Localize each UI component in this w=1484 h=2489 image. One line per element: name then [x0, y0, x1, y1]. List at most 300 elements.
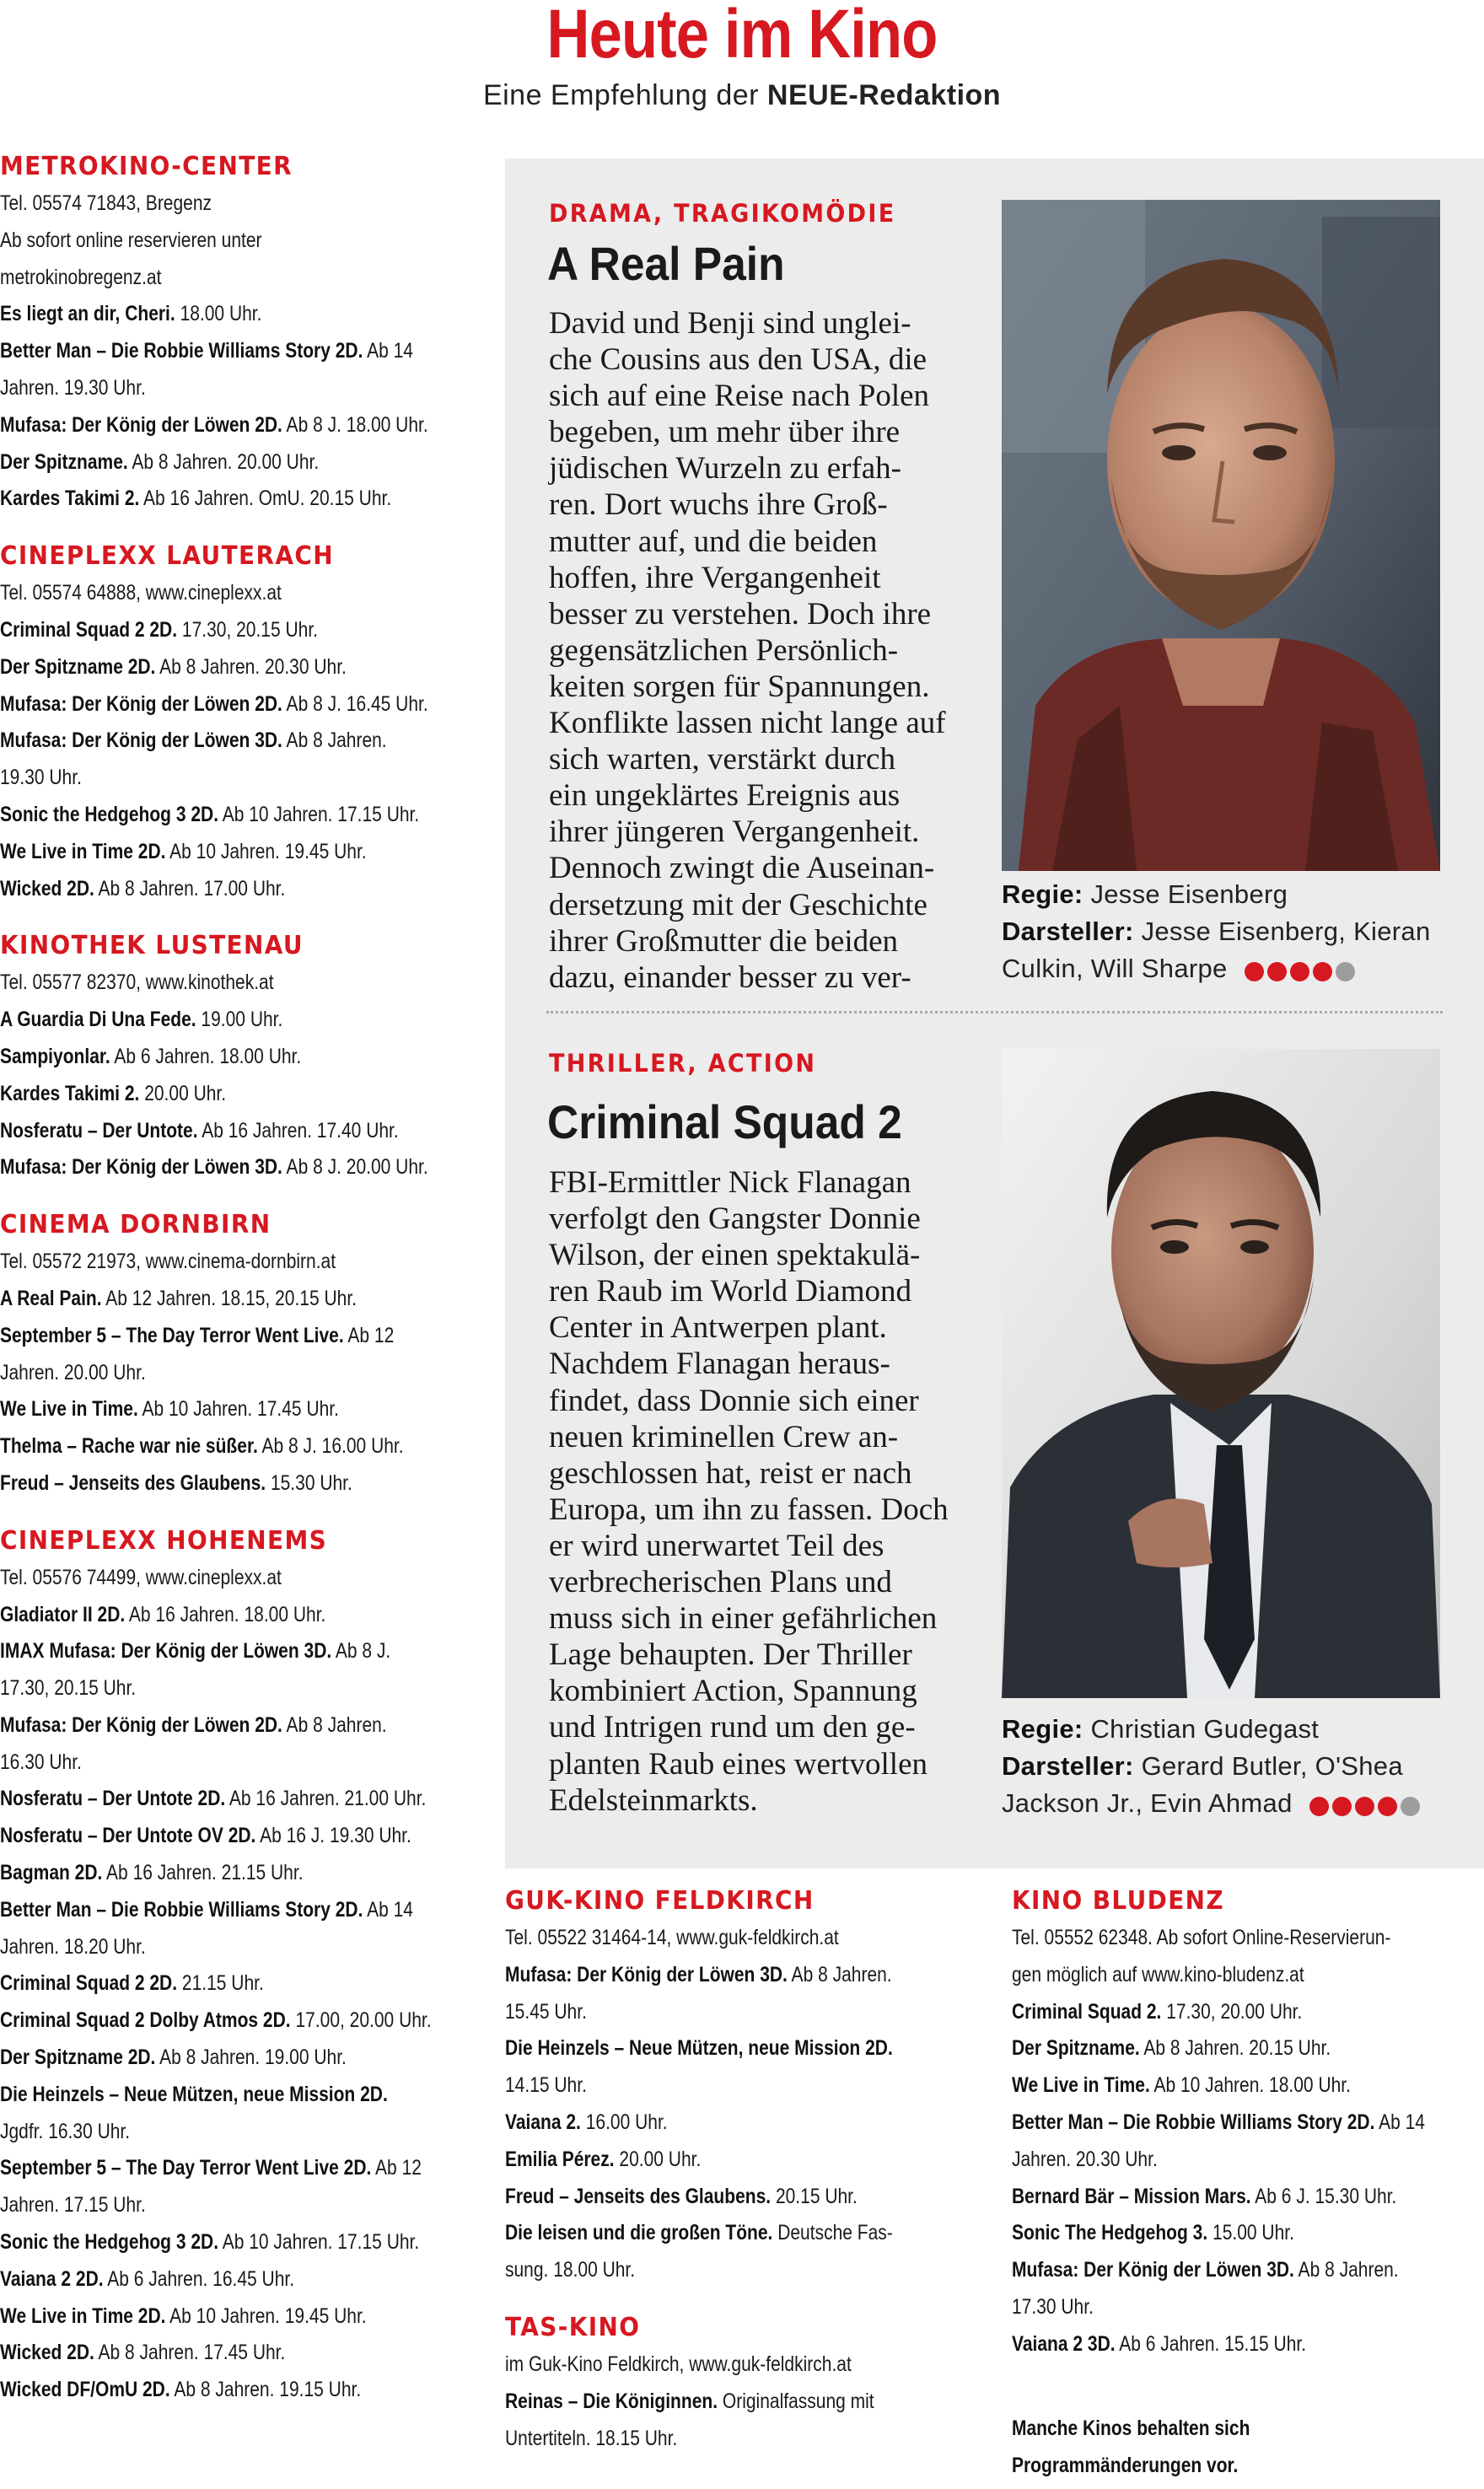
listing-line — [1012, 1920, 1484, 1957]
film-name: Sonic the Hedgehog 3 2D. — [0, 2230, 219, 2255]
showtime-info: Untertiteln. 18.15 Uhr. — [505, 2426, 678, 2450]
showtime-info: Ab 6 Jahren. 15.15 Uhr. — [1115, 2331, 1307, 2356]
showtime-info: 15.00 Uhr. — [1207, 2221, 1294, 2245]
rating-dots — [1245, 952, 1358, 989]
synopsis-line: Wilson, der einen spektakulä- — [549, 1238, 921, 1273]
showtime-info: Tel. 05522 31464-14, www.guk-feldkirch.at — [505, 1926, 839, 1949]
film-name: Wicked DF/OmU 2D. — [0, 2378, 170, 2402]
showtime-info: 18.00 Uhr. — [175, 302, 262, 326]
listing-line — [0, 797, 497, 834]
showtime-info: Ab 8 Jahren. — [282, 1712, 387, 1737]
credit-value: Culkin, Will Sharpe — [1002, 954, 1228, 983]
schedule-change-note — [1012, 2411, 1250, 2485]
showtime-info: Ab 8 Jahren. — [1293, 2258, 1399, 2282]
showtime-info: Ab 16 J. 19.30 Uhr. — [255, 1824, 411, 1848]
showtime-info: 15.30 Uhr. — [266, 1470, 352, 1495]
synopsis-line: che Cousins aus den USA, die — [549, 342, 928, 378]
credit-value: Gerard Butler, O'Shea — [1133, 1751, 1403, 1781]
showtime-info: 21.15 Uhr. — [177, 1971, 264, 1996]
showtime-info: Jahren. 19.30 Uhr. — [0, 375, 146, 400]
synopsis-line: Europa, um ihn zu fassen. Doch — [549, 1492, 949, 1527]
rating-dots — [1309, 1787, 1423, 1824]
cinema-name: TAS-KINO — [505, 2312, 641, 2342]
film-name: Bernard Bär – Mission Mars. — [1012, 2184, 1251, 2208]
listing-line — [0, 871, 497, 908]
cinema-block — [0, 1524, 497, 2409]
showtime-info: Tel. 05574 71843, Bregenz — [0, 191, 212, 215]
rating-dot-filled — [1245, 962, 1264, 981]
cinema-program — [0, 575, 497, 907]
film-name: A Real Pain. — [0, 1286, 102, 1310]
showtime-info: Jahren. 17.15 Uhr. — [0, 2193, 146, 2218]
listing-line — [0, 1633, 497, 1670]
note-line: Programmänderungen vor. — [1012, 2453, 1239, 2477]
showtime-info: Ab 10 Jahren. 19.45 Uhr. — [165, 2304, 367, 2328]
listing-line — [0, 1355, 497, 1392]
listing-line — [505, 1957, 1003, 1994]
showtime-info: Jahren. 20.30 Uhr. — [1012, 2147, 1158, 2171]
film-name: Wicked 2D. — [0, 2341, 94, 2365]
showtime-info: Ab 10 Jahren. 18.00 Uhr. — [1149, 2073, 1351, 2098]
credit-value: Jesse Eisenberg — [1083, 879, 1288, 909]
synopsis-line: planten Raub eines wertvollen — [549, 1746, 928, 1782]
film-name: Criminal Squad 2 2D. — [0, 617, 178, 642]
feature-divider — [546, 1011, 1443, 1013]
listing-line — [0, 1281, 497, 1318]
left-cinema-listings — [0, 150, 497, 2431]
film-name: Vaiana 2. — [505, 2110, 581, 2134]
synopsis-line: muss sich in einer gefährlichen — [549, 1601, 938, 1637]
synopsis-line: Edelsteinmarkts. — [549, 1782, 758, 1818]
synopsis-line: Nachdem Flanagan heraus- — [549, 1347, 890, 1382]
film-name: We Live in Time 2D. — [0, 2304, 166, 2328]
film-name: Gladiator II 2D. — [0, 1602, 126, 1626]
cinema-program — [1012, 1920, 1484, 2363]
listing-line — [0, 1892, 497, 1929]
credits-line — [1002, 1785, 1423, 1824]
cinema-block — [1012, 1884, 1484, 2363]
listing-line — [1012, 2067, 1484, 2105]
showtime-info: 17.00, 20.00 Uhr. — [290, 2008, 432, 2033]
listing-line — [0, 1391, 497, 1428]
film-name: Vaiana 2 3D. — [1012, 2331, 1116, 2356]
showtime-info: 17.30, 20.15 Uhr. — [0, 1676, 137, 1701]
showtime-info: Tel. 05577 82370, www.kinothek.at — [0, 970, 274, 995]
listing-line — [505, 1920, 1003, 1957]
film-name: IMAX Mufasa: Der König der Löwen 3D. — [0, 1639, 332, 1664]
film-name: Sampiyonlar. — [0, 1044, 110, 1068]
credit-label: Darsteller: — [1002, 917, 1134, 946]
listing-line — [0, 1929, 497, 1966]
showtime-info: Ab 8 Jahren. 20.30 Uhr. — [155, 654, 347, 679]
synopsis-line: Konflikte lassen nicht lange auf — [549, 706, 946, 741]
synopsis-line: gegensätzlichen Persönlich- — [549, 632, 899, 668]
film-name: Nosferatu – Der Untote OV 2D. — [0, 1824, 256, 1848]
showtime-info: 19.00 Uhr. — [196, 1008, 283, 1032]
cinema-program — [505, 2347, 1003, 2457]
synopsis-line: neuen kriminellen Crew an- — [549, 1419, 899, 1454]
film-name: Mufasa: Der König der Löwen 3D. — [505, 1962, 788, 1986]
synopsis-line: verbrecherischen Plans und — [549, 1565, 892, 1600]
listing-line — [0, 2002, 497, 2040]
listing-line — [0, 612, 497, 649]
listing-line — [0, 2187, 497, 2224]
film-name: Die Heinzels – Neue Mützen, neue Mission 2D. — [0, 2082, 388, 2106]
note-line: Manche Kinos behalten sich — [1012, 2416, 1250, 2440]
credits-line — [1002, 1711, 1423, 1748]
synopsis-line: ein ungeklärtes Ereignis aus — [549, 778, 901, 814]
portrait-photo-icon — [1002, 1049, 1440, 1698]
film-name: Vaiana 2 2D. — [0, 2266, 104, 2291]
subtitle-prefix: Eine Empfehlung der — [482, 79, 767, 111]
film-name: Mufasa: Der König der Löwen 3D. — [0, 728, 282, 753]
synopsis-line: Lage behaupten. Der Thriller — [549, 1637, 912, 1673]
listing-line — [0, 649, 497, 686]
rating-dot-filled — [1309, 1797, 1329, 1816]
showtime-info: Jgdfr. 16.30 Uhr. — [0, 2119, 131, 2143]
showtime-info: Ab 8 Jahren. 19.00 Uhr. — [155, 2045, 347, 2070]
showtime-info: Ab 8 Jahren. 20.15 Uhr. — [1139, 2036, 1331, 2061]
feature-2-synopsis — [549, 1164, 949, 1819]
showtime-info: Tel. 05572 21973, www.cinema-dornbirn.at — [0, 1250, 336, 1274]
listing-line — [0, 1244, 497, 1281]
synopsis-line: dersetzung mit der Geschichte — [549, 887, 928, 922]
feature-2-title: Criminal Squad 2 — [547, 1095, 902, 1148]
film-name: Freud – Jenseits des Glaubens. — [0, 1470, 266, 1495]
synopsis-line: mutter auf, und die beiden — [549, 524, 878, 559]
rating-dot-filled — [1290, 962, 1309, 981]
cinema-block — [0, 929, 497, 1186]
film-name: Der Spitzname 2D. — [0, 654, 156, 679]
bottom-middle-cinema-listings — [505, 1884, 1003, 2479]
listing-line — [0, 2298, 497, 2336]
listing-line — [0, 2372, 497, 2409]
synopsis-line: und Intrigen rund um den ge- — [549, 1710, 916, 1745]
film-name: A Guardia Di Una Fede. — [0, 1008, 196, 1032]
film-name: Criminal Squad 2. — [1012, 1999, 1162, 2024]
cinema-block — [0, 150, 497, 518]
showtime-info: Ab 10 Jahren. 17.15 Uhr. — [218, 802, 420, 826]
cinema-name: CINEPLEXX HOHENEMS — [0, 1525, 328, 1556]
film-name: Der Spitzname. — [0, 449, 128, 474]
listing-line — [505, 2105, 1003, 2142]
listing-line — [0, 333, 497, 370]
synopsis-line: verfolgt den Gangster Donnie — [549, 1201, 921, 1237]
showtime-info: 15.45 Uhr. — [505, 1999, 587, 2024]
listing-line — [0, 1818, 497, 1855]
listing-line — [1012, 2252, 1484, 2289]
rating-dot-filled — [1313, 962, 1332, 981]
film-name: Bagman 2D. — [0, 1861, 103, 1885]
showtime-info: 16.00 Uhr. — [580, 2110, 668, 2134]
showtime-info: Ab sofort online reservieren unter — [0, 228, 262, 252]
showtime-info: Originalfassung mit — [718, 2389, 874, 2413]
showtime-info: Jahren. 18.20 Uhr. — [0, 1934, 146, 1959]
listing-line — [1012, 2030, 1484, 2067]
listing-line — [0, 1113, 497, 1150]
credits-line — [1002, 1748, 1423, 1785]
cinema-program — [0, 1560, 497, 2409]
listing-line — [505, 1994, 1003, 2031]
listing-line — [505, 2067, 1003, 2105]
film-name: September 5 – The Day Terror Went Live 2D. — [0, 2156, 372, 2180]
listing-line — [0, 1744, 497, 1782]
synopsis-line: Dennoch zwingt die Auseinan- — [549, 851, 935, 886]
showtime-info: Ab 12 Jahren. 18.15, 20.15 Uhr. — [101, 1286, 358, 1310]
listing-line — [0, 185, 497, 223]
showtime-info: Ab 10 Jahren. 17.45 Uhr. — [137, 1397, 339, 1422]
credit-value: Christian Gudegast — [1083, 1714, 1320, 1744]
showtime-info: Ab 8 Jahren. — [282, 728, 387, 753]
listing-line — [0, 2261, 497, 2298]
film-name: Die Heinzels – Neue Mützen, neue Mission 2D. — [505, 2036, 893, 2061]
listing-line — [0, 1965, 497, 2002]
rating-dot-filled — [1355, 1797, 1374, 1816]
showtime-info: 20.00 Uhr. — [139, 1081, 227, 1105]
showtime-info: Tel. 05574 64888, www.cineplexx.at — [0, 581, 282, 605]
synopsis-line: besser zu verstehen. Doch ihre — [549, 596, 932, 632]
listing-line — [0, 481, 497, 518]
showtime-info: metrokinobregenz.at — [0, 265, 162, 289]
subtitle-brand: NEUE-Redaktion — [766, 79, 1002, 111]
cinema-name: KINO BLUDENZ — [1012, 1886, 1225, 1916]
portrait-photo-icon — [1002, 200, 1440, 871]
credit-value: Jackson Jr., Evin Ahmad — [1002, 1788, 1293, 1818]
listing-line — [505, 2215, 1003, 2252]
film-name: We Live in Time 2D. — [0, 839, 166, 863]
feature-1-credits — [1002, 876, 1431, 989]
showtime-info: Ab 8 Jahren. 20.00 Uhr. — [127, 449, 320, 474]
showtime-info: Ab 8 J. 20.00 Uhr. — [282, 1155, 428, 1180]
synopsis-line: ren Raub im World Diamond — [549, 1274, 911, 1309]
feature-1-synopsis — [549, 305, 946, 996]
showtime-info: Ab 16 Jahren. 21.00 Uhr. — [225, 1787, 427, 1811]
showtime-info: Ab 12 — [343, 1323, 395, 1347]
cinema-name: KINOTHEK LUSTENAU — [0, 931, 304, 961]
showtime-info: Ab 14 — [363, 1897, 413, 1922]
listing-line — [0, 575, 497, 612]
listing-line — [0, 2335, 497, 2372]
listing-line — [1012, 2215, 1484, 2252]
showtime-info: 20.00 Uhr. — [614, 2147, 702, 2171]
cinema-name: CINEMA DORNBIRN — [0, 1210, 272, 1240]
cinema-program — [505, 1920, 1003, 2289]
feature-2-credits — [1002, 1711, 1423, 1824]
film-name: Die leisen und die großen Töne. — [505, 2221, 773, 2245]
synopsis-line: dazu, einander besser zu ver- — [549, 960, 911, 995]
film-name: Mufasa: Der König der Löwen 3D. — [1012, 2258, 1294, 2282]
synopsis-line: sich warten, verstärkt durch — [549, 742, 895, 777]
film-name: Mufasa: Der König der Löwen 3D. — [0, 1155, 282, 1180]
listing-line — [0, 760, 497, 797]
listing-line — [0, 1597, 497, 1634]
film-name: Thelma – Rache war nie süßer. — [0, 1434, 258, 1459]
rating-dot-filled — [1267, 962, 1287, 981]
showtime-info: Ab 6 Jahren. 16.45 Uhr. — [103, 2266, 295, 2291]
showtime-info: Ab 10 Jahren. 19.45 Uhr. — [165, 839, 367, 863]
film-name: Better Man – Die Robbie Williams Story 2D. — [0, 1897, 363, 1922]
cinema-program — [0, 965, 497, 1186]
showtime-info: Tel. 05552 62348. Ab sofort Online-Reservierun- — [1012, 1926, 1391, 1949]
film-name: Kardes Takimi 2. — [0, 1081, 140, 1105]
listing-line — [0, 834, 497, 871]
listing-line — [0, 444, 497, 481]
listing-line — [0, 1781, 497, 1818]
listing-line — [0, 723, 497, 760]
cinema-block — [0, 1208, 497, 1503]
film-name: Better Man – Die Robbie Williams Story 2D. — [0, 339, 363, 363]
synopsis-line: Center in Antwerpen plant. — [549, 1310, 887, 1346]
listing-line — [505, 2142, 1003, 2179]
showtime-info: Ab 8 J. 16.00 Uhr. — [257, 1434, 404, 1459]
film-name: Freud – Jenseits des Glaubens. — [505, 2184, 772, 2208]
listing-line — [1012, 2179, 1484, 2216]
showtime-info: Ab 8 J. 16.45 Uhr. — [282, 691, 428, 716]
page-subtitle — [0, 79, 1484, 112]
listing-line — [0, 686, 497, 723]
synopsis-line: FBI-Ermittler Nick Flanagan — [549, 1165, 911, 1200]
film-name: Nosferatu – Der Untote. — [0, 1118, 198, 1142]
showtime-info: Ab 8 J. — [331, 1639, 391, 1664]
bottom-right-cinema-listings — [1012, 1884, 1484, 2385]
showtime-info: Ab 12 — [371, 2156, 422, 2180]
synopsis-line: geschlossen hat, reist er nach — [549, 1455, 912, 1491]
film-name: Criminal Squad 2 2D. — [0, 1971, 178, 1996]
film-name: We Live in Time. — [1012, 2073, 1150, 2098]
listing-line — [0, 1670, 497, 1707]
showtime-info: Deutsche Fas- — [772, 2221, 893, 2245]
film-name: Mufasa: Der König der Löwen 2D. — [0, 1712, 282, 1737]
listing-line — [0, 1002, 497, 1039]
showtime-info: Ab 6 J. 15.30 Uhr. — [1250, 2184, 1397, 2208]
showtime-info: Ab 6 Jahren. 18.00 Uhr. — [110, 1044, 302, 1068]
listing-line — [0, 1318, 497, 1355]
credits-line — [1002, 876, 1431, 913]
showtime-info: Ab 8 J. 18.00 Uhr. — [282, 412, 428, 437]
credits-line — [1002, 913, 1431, 950]
showtime-info: 14.15 Uhr. — [505, 2073, 587, 2098]
showtime-info: Tel. 05576 74499, www.cineplexx.at — [0, 1565, 282, 1589]
film-name: Reinas – Die Königinnen. — [505, 2389, 718, 2413]
synopsis-line: ihrer jüngeren Vergangenheit. — [549, 814, 920, 850]
listing-line — [0, 1855, 497, 1892]
cinema-name: GUK-KINO FELDKIRCH — [505, 1886, 815, 1916]
feature-1-genre: DRAMA, TRAGIKOMÖDIE — [549, 199, 896, 228]
listing-line — [1012, 2289, 1484, 2326]
synopsis-line: keiten sorgen für Spannungen. — [549, 669, 930, 704]
showtime-info: Ab 8 Jahren. 19.15 Uhr. — [169, 2378, 362, 2402]
film-name: Sonic The Hedgehog 3. — [1012, 2221, 1208, 2245]
synopsis-line: begeben, um mehr über ihre — [549, 415, 901, 450]
listing-line — [0, 1149, 497, 1186]
showtime-info: Ab 14 — [1374, 2110, 1425, 2134]
showtime-info: Ab 16 Jahren. 17.40 Uhr. — [197, 1118, 399, 1142]
listing-line — [0, 1039, 497, 1076]
listing-line — [0, 1076, 497, 1113]
credit-label: Darsteller: — [1002, 1751, 1134, 1781]
film-name: We Live in Time. — [0, 1397, 138, 1422]
listing-line — [1012, 1957, 1484, 1994]
listing-line — [505, 2252, 1003, 2289]
film-name: Der Spitzname 2D. — [0, 2045, 156, 2070]
listing-line — [1012, 2142, 1484, 2179]
showtime-info: 16.30 Uhr. — [0, 1750, 82, 1774]
rating-dot-filled — [1332, 1797, 1352, 1816]
rating-dot-empty — [1336, 962, 1355, 981]
film-name: Wicked 2D. — [0, 876, 94, 900]
showtime-info: 17.30, 20.00 Uhr. — [1161, 1999, 1303, 2024]
cinema-program — [0, 1244, 497, 1503]
showtime-info: sung. 18.00 Uhr. — [505, 2258, 636, 2282]
listing-line — [505, 2347, 1003, 2384]
listing-line — [0, 2224, 497, 2261]
synopsis-line: hoffen, ihre Vergangenheit — [549, 560, 881, 595]
listing-line — [0, 1465, 497, 1503]
showtime-info: 19.30 Uhr. — [0, 766, 82, 790]
showtime-info: 20.15 Uhr. — [771, 2184, 858, 2208]
feature-1-title: A Real Pain — [547, 237, 785, 290]
feature-2-photo — [1002, 1049, 1440, 1698]
showtime-info: 17.30 Uhr. — [1012, 2294, 1094, 2319]
page-title: Heute im Kino — [546, 0, 938, 73]
showtime-info: Ab 16 Jahren. OmU. 20.15 Uhr. — [139, 487, 392, 511]
feature-1-photo — [1002, 200, 1440, 871]
listing-line — [505, 2179, 1003, 2216]
showtime-info: 17.30, 20.15 Uhr. — [177, 617, 319, 642]
film-name: Mufasa: Der König der Löwen 2D. — [0, 412, 282, 437]
listing-line — [0, 2150, 497, 2187]
listing-line — [0, 1428, 497, 1465]
showtime-info: Ab 10 Jahren. 17.15 Uhr. — [218, 2230, 420, 2255]
synopsis-line: David und Benji sind unglei- — [549, 306, 911, 341]
credit-value: Jesse Eisenberg, Kieran — [1133, 917, 1431, 946]
rating-dot-filled — [1378, 1797, 1397, 1816]
listing-line — [0, 296, 497, 333]
synopsis-line: jüdischen Wurzeln zu erfah- — [549, 451, 902, 487]
cinema-program — [0, 185, 497, 518]
film-name: Criminal Squad 2 Dolby Atmos 2D. — [0, 2008, 291, 2033]
showtime-info: Jahren. 20.00 Uhr. — [0, 1360, 146, 1384]
listing-line — [0, 223, 497, 260]
film-name: Der Spitzname. — [1012, 2036, 1140, 2061]
listing-line — [0, 1707, 497, 1744]
cinema-block — [0, 540, 497, 907]
film-name: September 5 – The Day Terror Went Live. — [0, 1323, 344, 1347]
listing-line — [0, 407, 497, 444]
feature-2-genre: THRILLER, ACTION — [549, 1049, 817, 1078]
film-name: Es liegt an dir, Cheri. — [0, 302, 175, 326]
showtime-info: Ab 8 Jahren. 17.45 Uhr. — [94, 2341, 286, 2365]
showtime-info: im Guk-Kino Feldkirch, www.guk-feldkirch.at — [505, 2352, 852, 2376]
synopsis-line: ihrer Großmutter die beiden — [549, 923, 899, 959]
listing-line — [0, 2040, 497, 2077]
showtime-info: gen möglich auf www.kino-bludenz.at — [1012, 1962, 1304, 1986]
film-name: Nosferatu – Der Untote 2D. — [0, 1787, 226, 1811]
synopsis-line: findet, dass Donnie sich einer — [549, 1383, 919, 1418]
film-name: Mufasa: Der König der Löwen 2D. — [0, 691, 282, 716]
cinema-name: METROKINO-CENTER — [0, 152, 293, 181]
synopsis-line: kombiniert Action, Spannung — [549, 1674, 917, 1709]
film-name: Kardes Takimi 2. — [0, 487, 140, 511]
film-name: Better Man – Die Robbie Williams Story 2D. — [1012, 2110, 1375, 2134]
listing-line — [1012, 1994, 1484, 2031]
listing-line — [505, 2030, 1003, 2067]
showtime-info: Ab 16 Jahren. 21.15 Uhr. — [102, 1861, 304, 1885]
listing-line — [0, 965, 497, 1002]
film-name: Sonic the Hedgehog 3 2D. — [0, 802, 219, 826]
film-name: Emilia Pérez. — [505, 2147, 615, 2171]
listing-line — [0, 2114, 497, 2151]
